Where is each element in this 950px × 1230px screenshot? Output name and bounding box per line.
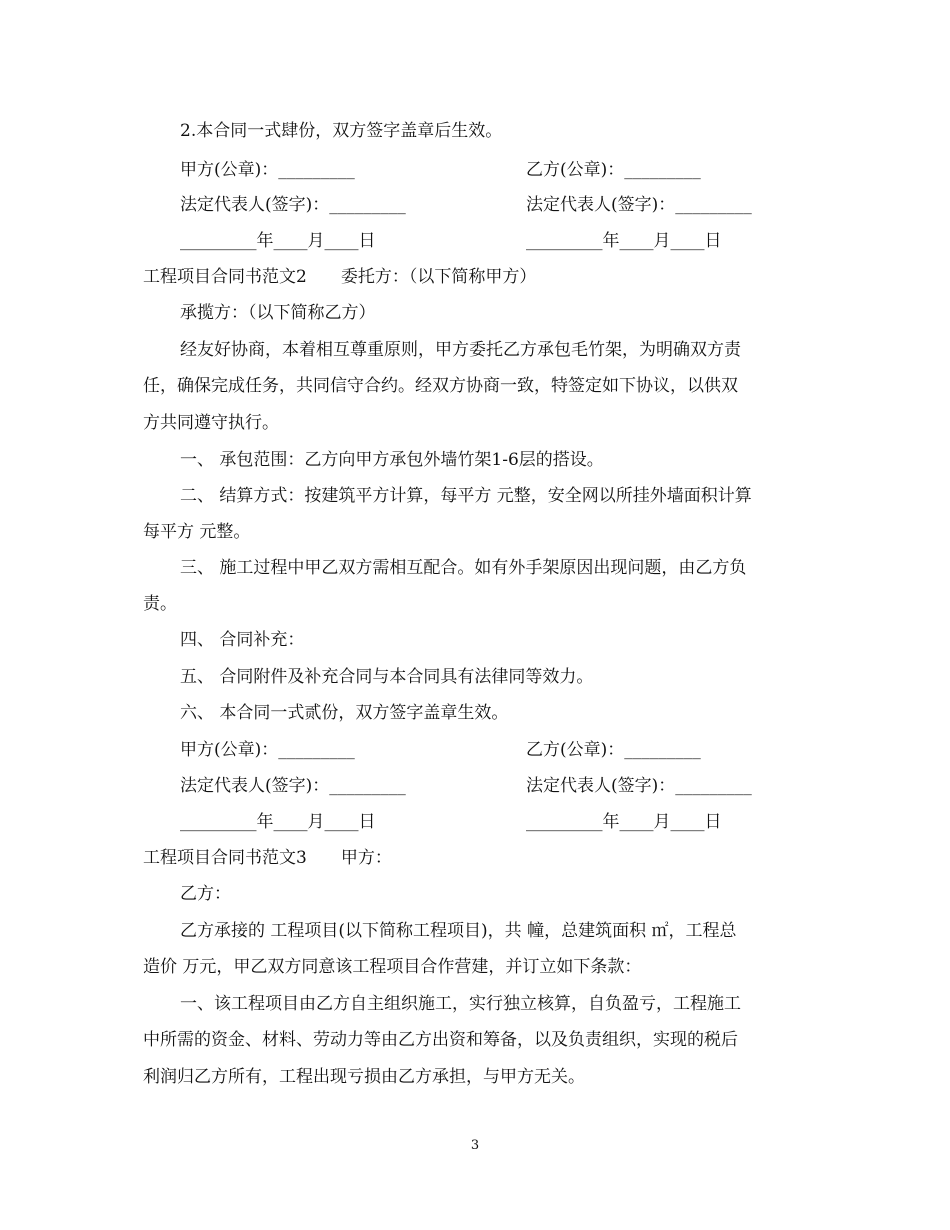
party-a-seal: 甲方(公章)：_________ xyxy=(180,160,355,180)
party-b-seal: 乙方(公章)：_________ xyxy=(526,160,701,180)
rep-b: 法定代表人(签字)：_________ xyxy=(526,776,752,796)
rep-a: 法定代表人(签字)：_________ xyxy=(180,776,406,796)
date-b: _________年____月____日 xyxy=(526,812,722,832)
rep-b: 法定代表人(签字)：_________ xyxy=(526,195,752,215)
date-a: _________年____月____日 xyxy=(180,231,376,251)
party-a-seal: 甲方(公章)：_________ xyxy=(180,740,355,760)
page-number: 3 xyxy=(470,1138,480,1153)
rep-a: 法定代表人(签字)：_________ xyxy=(180,195,406,215)
document-page: 2.本合同一式肆份，双方签字盖章后生效。 甲方(公章)：_________ 乙方(公章)：_________ 法定代表人(签字)：_________ 法定代表人(签字)：_________ _________年____月____日 _________年____月____日 工程项目合同书范文2 委托方：（以下简称甲方） 承揽方：（以下简称乙方） 经友好协商，本着相互尊重原则，甲方委托乙方承包毛竹架，为明确双方责 任，确保完成任务，共同信守合约。经双方协商一致，特签定如下协议，以供双 方共同遵守执行。 一、 承包范围：乙方向甲方承包外墙竹架1-6层的搭设。 二、 结算方式：按建筑平方计算，每平方 元整，安全网以所挂外墙面积计算 每平方 元整。 三、 施工过程中甲乙双方需相互配合。如有外手架原因出现问题，由乙方负 责。 四、 合同补充： 五、 合同附件及补充合同与本合同具有法律同等效力。 六、 本合同一式贰份，双方签字盖章生效。 甲方(公章)：_________ 乙方(公章)：_________ 法定代表人(签字)：_________ 法定代表人(签字)：_________ _________年____月____日 _________年____月____日 工程项目合同书范文3 甲方： 乙方： 乙方承接的 工程项目(以下简称工程项目)，共 幢，总建筑面积 ㎡，工程总 造价 万元，甲乙双方同意该工程项目合作营建，并订立如下条款： 一、该工程项目由乙方自主组织施工，实行独立核算，自负盈亏，工程施工 中所需的资金、材料、劳动力等由乙方出资和筹备，以及负责组织，实现的税后 利润归乙方所有，工程出现亏损由乙方承担，与甲方无关。 3 xyxy=(0,0,950,1230)
party-b-seal: 乙方(公章)：_________ xyxy=(526,740,701,760)
date-b: _________年____月____日 xyxy=(526,231,722,251)
date-a: _________年____月____日 xyxy=(180,812,376,832)
